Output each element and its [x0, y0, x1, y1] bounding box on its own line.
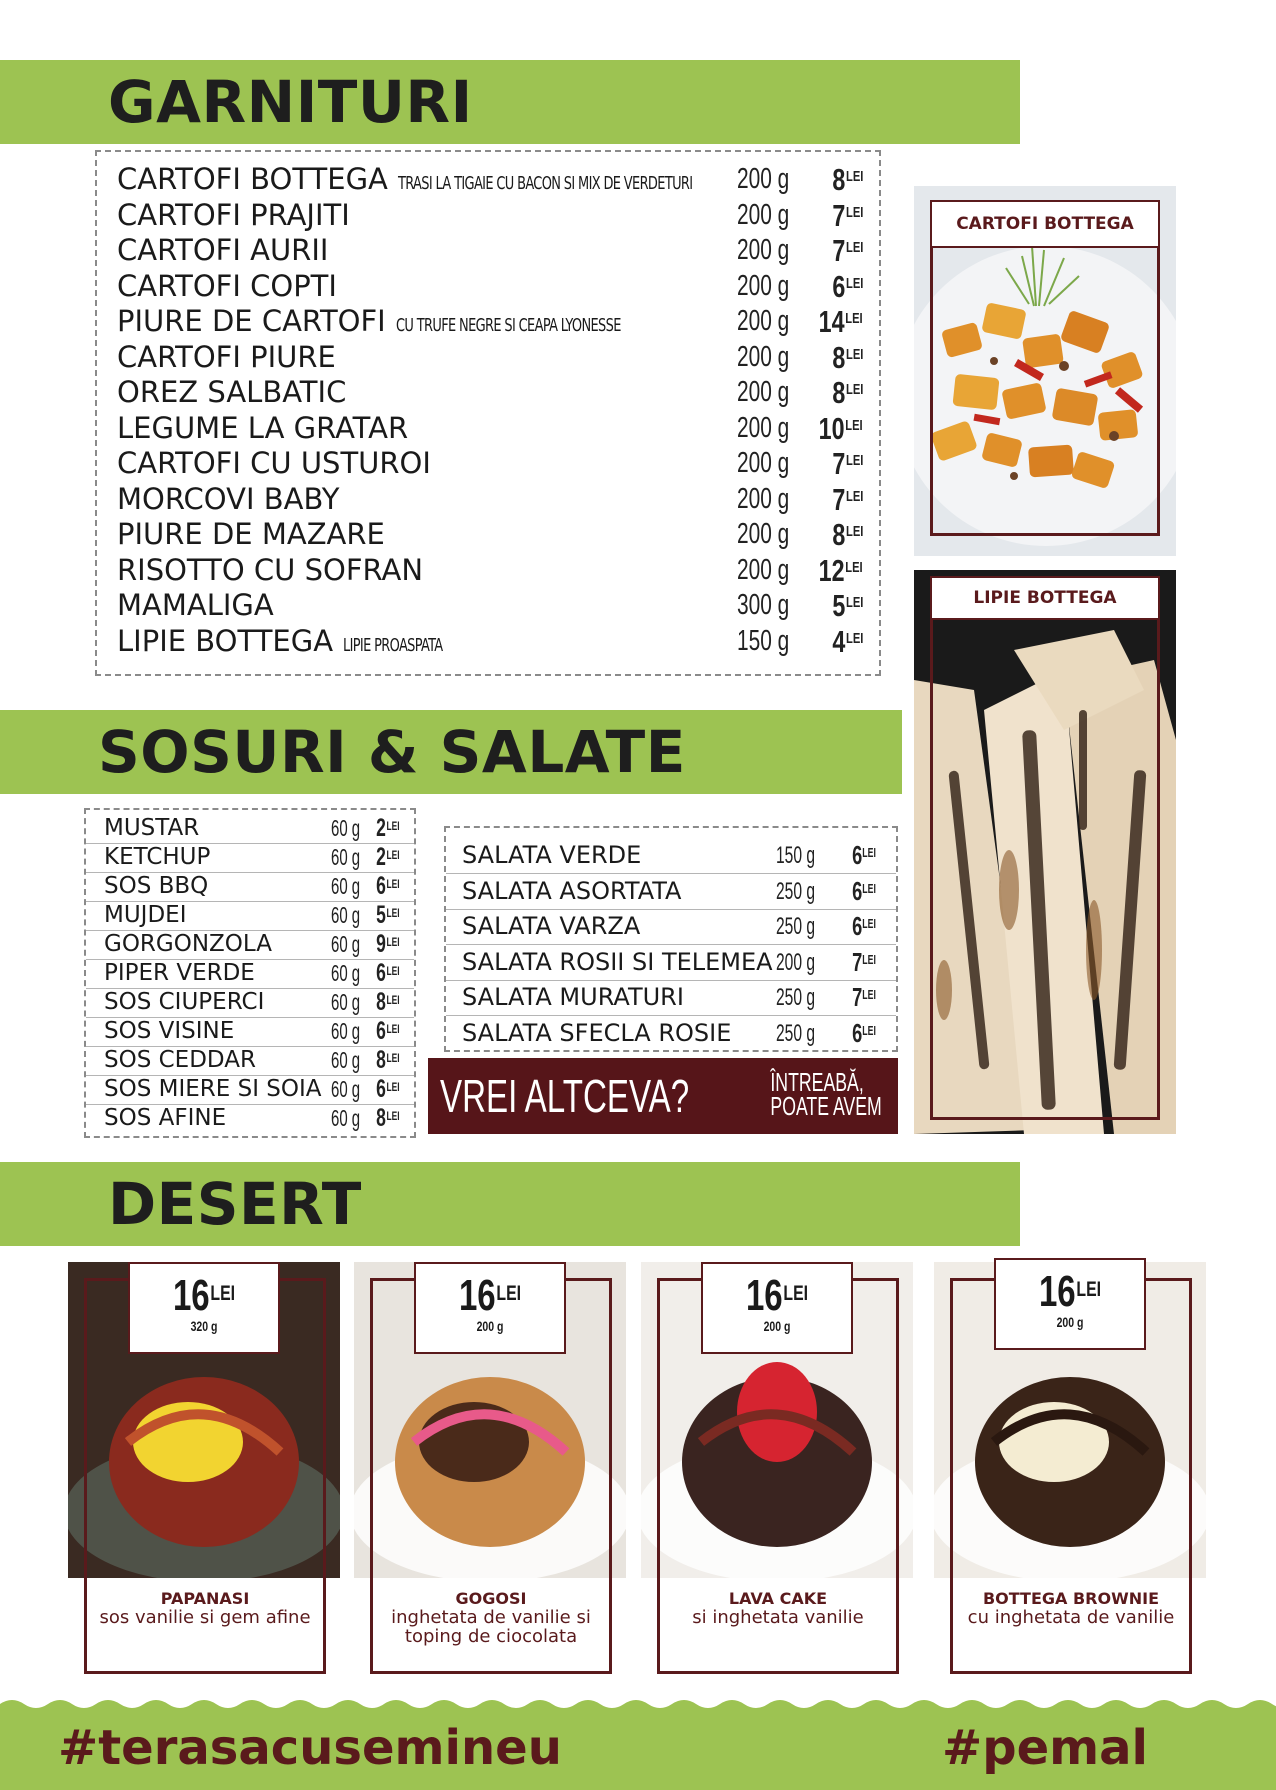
- dessert-caption: [373, 1580, 609, 1671]
- ask-banner: [428, 1058, 898, 1134]
- price-value: 7: [831, 446, 845, 481]
- garnituri-item: [97, 411, 879, 446]
- price-unit: LEI: [862, 846, 876, 860]
- dessert-price: [722, 1271, 833, 1320]
- garnituri-item: [97, 198, 879, 233]
- item-price: [832, 588, 863, 623]
- salad-price: [852, 909, 876, 944]
- price-value: 8: [831, 339, 845, 375]
- sauce-name: SOS CIUPERCI: [104, 989, 265, 1015]
- price-value: 6: [852, 911, 863, 941]
- sauces-list: [84, 808, 416, 1138]
- garnituri-item: [97, 588, 879, 623]
- price-unit: LEI: [496, 1282, 522, 1305]
- price-value: 10: [819, 410, 845, 446]
- price-unit: LEI: [386, 848, 400, 862]
- garnituri-item: [97, 446, 879, 481]
- item-quantity: 200 g: [737, 340, 790, 373]
- item-name: [117, 375, 346, 410]
- price-value: 2: [376, 843, 387, 871]
- price-value: 14: [819, 304, 845, 339]
- garnituri-title: GARNITURI: [108, 68, 473, 136]
- price-unit: LEI: [845, 559, 863, 576]
- item-price: [832, 446, 863, 481]
- price-value: 6: [852, 1017, 863, 1048]
- price-value: 8: [831, 517, 845, 552]
- salads-list: [444, 826, 898, 1052]
- price-value: 6: [376, 1075, 387, 1103]
- sauce-price: [376, 1104, 400, 1133]
- garnituri-list: [95, 150, 881, 676]
- price-unit: LEI: [845, 382, 863, 398]
- price-value: 6: [376, 959, 387, 987]
- garnituri-header-band: [0, 60, 1020, 144]
- dessert-caption: [87, 1580, 323, 1671]
- dessert-price-tag: [701, 1262, 853, 1354]
- item-description: CU TRUFE NEGRE SI CEAPA LYONESSE: [395, 315, 621, 336]
- dessert-price-tag: [414, 1262, 566, 1354]
- price-value: 8: [831, 162, 845, 197]
- sauce-item: [86, 843, 414, 873]
- sauce-quantity: 60 g: [331, 931, 361, 957]
- item-price: [819, 411, 863, 446]
- item-name-text: CARTOFI PRAJITI: [117, 197, 350, 232]
- item-name: [117, 340, 336, 375]
- desert-header-band: [0, 1162, 1020, 1246]
- price-unit: LEI: [862, 988, 876, 1002]
- item-name: [117, 198, 350, 233]
- item-price: [832, 340, 863, 375]
- price-unit: LEI: [845, 346, 863, 363]
- salad-price: [852, 874, 876, 909]
- item-quantity: 200 g: [737, 482, 790, 515]
- dessert-caption: [660, 1580, 896, 1671]
- dessert-title: BOTTEGA BROWNIE: [982, 1589, 1160, 1608]
- ask-banner-right-line1: ÎNTREABĂ,: [770, 1067, 864, 1097]
- sauce-name: SOS AFINE: [104, 1105, 227, 1131]
- sauce-item: [86, 930, 414, 960]
- cartofi-bottega-label: CARTOFI BOTTEGA: [930, 200, 1160, 248]
- item-name: [117, 553, 423, 588]
- price-unit: LEI: [386, 819, 400, 833]
- salad-name: SALATA ASORTATA: [462, 876, 682, 905]
- lipie-bottega-label: LIPIE BOTTEGA: [930, 576, 1160, 620]
- sosuri-title: SOSURI & SALATE: [98, 718, 686, 786]
- garnituri-item: [97, 340, 879, 375]
- sauce-price: [376, 843, 400, 872]
- price-unit: LEI: [862, 881, 876, 896]
- item-name-text: CARTOFI BOTTEGA: [117, 162, 388, 196]
- sauce-name: PIPER VERDE: [104, 960, 255, 986]
- sauce-price: [376, 1075, 400, 1104]
- item-name: [117, 588, 274, 623]
- dessert-quantity: 200 g: [1056, 1314, 1084, 1330]
- sauce-price: [376, 959, 400, 988]
- sauce-name: SOS VISINE: [104, 1018, 235, 1044]
- sauce-price: [376, 901, 400, 930]
- dessert-description: inghetata de vanilie si toping de ciocolata: [391, 1607, 591, 1647]
- item-quantity: 200 g: [737, 553, 790, 586]
- price-value: 7: [831, 233, 845, 268]
- item-description: LIPIE PROASPATA: [343, 634, 443, 656]
- sauce-name: SOS BBQ: [104, 873, 209, 899]
- price-value: 16: [1038, 1267, 1076, 1316]
- item-quantity: 200 g: [737, 518, 790, 550]
- item-name-text: CARTOFI CU USTUROI: [117, 446, 431, 480]
- sauce-item: [86, 901, 414, 931]
- dessert-card: [68, 1262, 340, 1672]
- item-name-text: LEGUME LA GRATAR: [117, 410, 409, 445]
- dessert-price: [1015, 1267, 1126, 1316]
- sauce-name: MUJDEI: [104, 902, 187, 928]
- dessert-quantity: 200 g: [476, 1318, 504, 1334]
- item-name: [117, 304, 677, 343]
- dessert-quantity: 200 g: [763, 1318, 791, 1334]
- price-unit: LEI: [845, 595, 863, 611]
- price-value: 16: [172, 1271, 210, 1320]
- item-name-text: MORCOVI BABY: [117, 481, 340, 516]
- salad-price: [852, 980, 876, 1015]
- garnituri-item: [97, 624, 879, 659]
- price-unit: LEI: [386, 1109, 400, 1123]
- salad-price: [852, 945, 876, 980]
- item-name: [117, 233, 328, 268]
- item-quantity: 200 g: [737, 198, 790, 231]
- price-unit: LEI: [862, 1023, 876, 1038]
- item-price: [832, 624, 863, 659]
- item-name: [117, 517, 385, 552]
- item-name-text: CARTOFI COPTI: [117, 268, 337, 303]
- dessert-price: [149, 1271, 260, 1320]
- garnituri-item: [97, 375, 879, 410]
- garnituri-item: [97, 304, 879, 339]
- sauce-quantity: 60 g: [331, 815, 361, 841]
- item-quantity: 200 g: [737, 269, 790, 302]
- dessert-price-tag: [128, 1262, 280, 1354]
- price-value: 6: [376, 872, 387, 900]
- price-value: 6: [831, 268, 845, 304]
- sauce-name: SOS CEDDAR: [104, 1047, 256, 1073]
- garnituri-item: [97, 269, 879, 304]
- price-unit: LEI: [845, 524, 863, 540]
- sauce-price: [376, 988, 400, 1017]
- salad-item: [446, 1016, 896, 1051]
- price-value: 7: [852, 946, 863, 977]
- garnituri-item: [97, 162, 879, 197]
- price-unit: LEI: [845, 488, 863, 505]
- price-value: 2: [376, 814, 387, 842]
- price-value: 8: [831, 375, 845, 410]
- price-value: 7: [831, 481, 845, 517]
- salad-name: SALATA MURATURI: [462, 983, 684, 1011]
- price-unit: LEI: [386, 964, 400, 978]
- dessert-description: sos vanilie si gem afine: [99, 1607, 311, 1628]
- sauce-price: [376, 814, 400, 843]
- sauce-price: [376, 872, 400, 901]
- salad-price: [852, 838, 876, 873]
- sauce-price: [376, 1046, 400, 1075]
- item-name-text: RISOTTO CU SOFRAN: [117, 552, 424, 587]
- sosuri-header-band: [0, 710, 902, 794]
- item-quantity: 200 g: [737, 376, 790, 408]
- dessert-price-tag: [994, 1258, 1146, 1350]
- dessert-caption: [953, 1580, 1189, 1671]
- salad-price: [852, 1016, 876, 1051]
- item-quantity: 200 g: [737, 163, 790, 195]
- item-name-text: OREZ SALBATIC: [117, 375, 347, 409]
- sauce-name: KETCHUP: [104, 844, 211, 870]
- price-unit: LEI: [386, 935, 400, 949]
- price-unit: LEI: [386, 1022, 400, 1036]
- dessert-title: PAPANASI: [160, 1589, 250, 1608]
- ask-banner-left: VREI ALTCEVA?: [440, 1070, 690, 1122]
- lipie-photo-frame: [930, 576, 1160, 1120]
- sauce-name: GORGONZOLA: [104, 931, 272, 957]
- salad-item: [446, 874, 896, 910]
- item-quantity: 150 g: [737, 624, 790, 657]
- desert-title: DESERT: [108, 1170, 362, 1238]
- sauce-quantity: 60 g: [331, 989, 361, 1015]
- footer-hashtag-left: #terasacusemineu: [58, 1720, 562, 1776]
- cartofi-photo-frame: [930, 200, 1160, 536]
- footer: [0, 1690, 1276, 1790]
- dessert-price: [435, 1271, 546, 1320]
- sauce-quantity: 60 g: [331, 1018, 361, 1044]
- price-unit: LEI: [386, 1051, 400, 1065]
- salad-name: SALATA VARZA: [462, 912, 641, 940]
- salad-quantity: 250 g: [776, 1019, 816, 1047]
- price-unit: LEI: [210, 1282, 236, 1305]
- garnituri-item: [97, 553, 879, 588]
- price-value: 8: [376, 1046, 387, 1074]
- item-name-text: LIPIE BOTTEGA: [117, 623, 334, 658]
- sauce-item: [86, 959, 414, 989]
- price-unit: LEI: [862, 952, 876, 967]
- item-price: [832, 482, 863, 517]
- item-price: [819, 304, 863, 339]
- item-name: [117, 446, 431, 481]
- price-unit: LEI: [845, 204, 863, 221]
- item-name: [117, 269, 337, 304]
- item-name: [117, 162, 766, 201]
- item-name-text: PIURE DE CARTOFI: [117, 304, 386, 338]
- price-unit: LEI: [1076, 1278, 1102, 1301]
- salad-quantity: 150 g: [776, 842, 816, 869]
- sauce-quantity: 60 g: [331, 844, 361, 870]
- item-name-text: CARTOFI AURII: [117, 233, 329, 267]
- item-name: [117, 624, 467, 663]
- item-price: [832, 517, 863, 552]
- price-value: 6: [852, 875, 863, 906]
- price-unit: LEI: [783, 1282, 809, 1305]
- salad-item: [446, 945, 896, 981]
- price-unit: LEI: [845, 275, 863, 292]
- salad-name: SALATA VERDE: [462, 841, 642, 869]
- price-unit: LEI: [386, 993, 400, 1007]
- sauce-quantity: 60 g: [331, 1105, 361, 1131]
- item-name-text: MAMALIGA: [117, 588, 274, 622]
- sauce-item: [86, 1017, 414, 1047]
- footer-hashtag-right: #pemal: [942, 1720, 1148, 1776]
- price-value: 5: [376, 901, 387, 929]
- item-name-text: PIURE DE MAZARE: [117, 517, 385, 551]
- price-unit: LEI: [845, 453, 863, 469]
- item-name: [117, 411, 408, 446]
- sauce-item: [86, 1104, 414, 1133]
- lipie-bottega-photo: [914, 570, 1176, 1134]
- price-unit: LEI: [845, 311, 863, 327]
- item-name-text: CARTOFI PIURE: [117, 339, 336, 374]
- price-value: 7: [831, 197, 845, 233]
- price-value: 8: [376, 988, 387, 1016]
- price-unit: LEI: [845, 240, 863, 256]
- garnituri-item: [97, 517, 879, 552]
- ask-banner-right-line2: POATE AVEM: [770, 1091, 882, 1121]
- price-unit: LEI: [845, 417, 863, 434]
- salad-item: [446, 838, 896, 874]
- dessert-quantity: 320 g: [190, 1318, 218, 1334]
- dessert-description: cu inghetata de vanilie: [967, 1607, 1175, 1628]
- sauce-quantity: 60 g: [331, 902, 361, 928]
- dessert-title: LAVA CAKE: [728, 1589, 828, 1608]
- sauce-item: [86, 814, 414, 844]
- sauce-item: [86, 1075, 414, 1105]
- dessert-card: [934, 1262, 1206, 1672]
- item-price: [819, 553, 863, 588]
- salad-quantity: 200 g: [776, 948, 816, 976]
- garnituri-item: [97, 482, 879, 517]
- item-price: [832, 162, 863, 197]
- price-unit: LEI: [386, 1080, 400, 1094]
- sauce-name: MUSTAR: [104, 815, 200, 841]
- price-value: 16: [458, 1271, 496, 1320]
- salad-name: SALATA ROSII SI TELEMEA: [462, 947, 773, 976]
- price-value: 9: [376, 930, 387, 958]
- price-value: 7: [852, 982, 863, 1012]
- salad-item: [446, 909, 896, 945]
- price-value: 6: [376, 1017, 387, 1045]
- sauce-quantity: 60 g: [331, 873, 361, 899]
- salad-item: [446, 980, 896, 1016]
- sauce-price: [376, 930, 400, 959]
- item-price: [832, 269, 863, 304]
- sauce-item: [86, 1046, 414, 1076]
- dessert-description: si inghetata vanilie: [692, 1607, 864, 1628]
- salad-quantity: 250 g: [776, 913, 816, 940]
- price-unit: LEI: [862, 917, 876, 931]
- sauce-quantity: 60 g: [331, 1047, 361, 1073]
- cartofi-bottega-photo: [914, 186, 1176, 556]
- item-description: TRASI LA TIGAIE CU BACON SI MIX DE VERDETURI: [397, 173, 693, 194]
- dessert-card: [641, 1262, 913, 1672]
- price-value: 12: [819, 552, 845, 588]
- price-value: 8: [376, 1104, 387, 1132]
- price-unit: LEI: [386, 906, 400, 920]
- sauce-item: [86, 872, 414, 902]
- price-unit: LEI: [845, 169, 863, 185]
- dessert-card: [354, 1262, 626, 1672]
- price-unit: LEI: [386, 877, 400, 891]
- item-quantity: 200 g: [737, 234, 790, 266]
- sauce-name: SOS MIERE SI SOIA: [104, 1076, 322, 1102]
- price-unit: LEI: [845, 630, 863, 647]
- price-value: 4: [831, 623, 845, 659]
- salad-name: SALATA SFECLA ROSIE: [462, 1018, 732, 1047]
- price-value: 16: [745, 1271, 783, 1320]
- item-name: [117, 482, 339, 517]
- item-price: [832, 198, 863, 233]
- item-quantity: 300 g: [737, 589, 790, 621]
- salad-quantity: 250 g: [776, 877, 816, 905]
- sauce-quantity: 60 g: [331, 1076, 361, 1102]
- sauce-quantity: 60 g: [331, 960, 361, 986]
- garnituri-item: [97, 233, 879, 268]
- dessert-title: GOGOSI: [455, 1589, 527, 1608]
- salad-quantity: 250 g: [776, 984, 816, 1011]
- item-quantity: 200 g: [737, 305, 790, 337]
- sauce-price: [376, 1017, 400, 1046]
- sauce-item: [86, 988, 414, 1018]
- price-value: 5: [831, 588, 845, 623]
- item-price: [832, 233, 863, 268]
- item-price: [832, 375, 863, 410]
- item-quantity: 200 g: [737, 447, 790, 479]
- price-value: 6: [852, 840, 863, 870]
- item-quantity: 200 g: [737, 411, 790, 444]
